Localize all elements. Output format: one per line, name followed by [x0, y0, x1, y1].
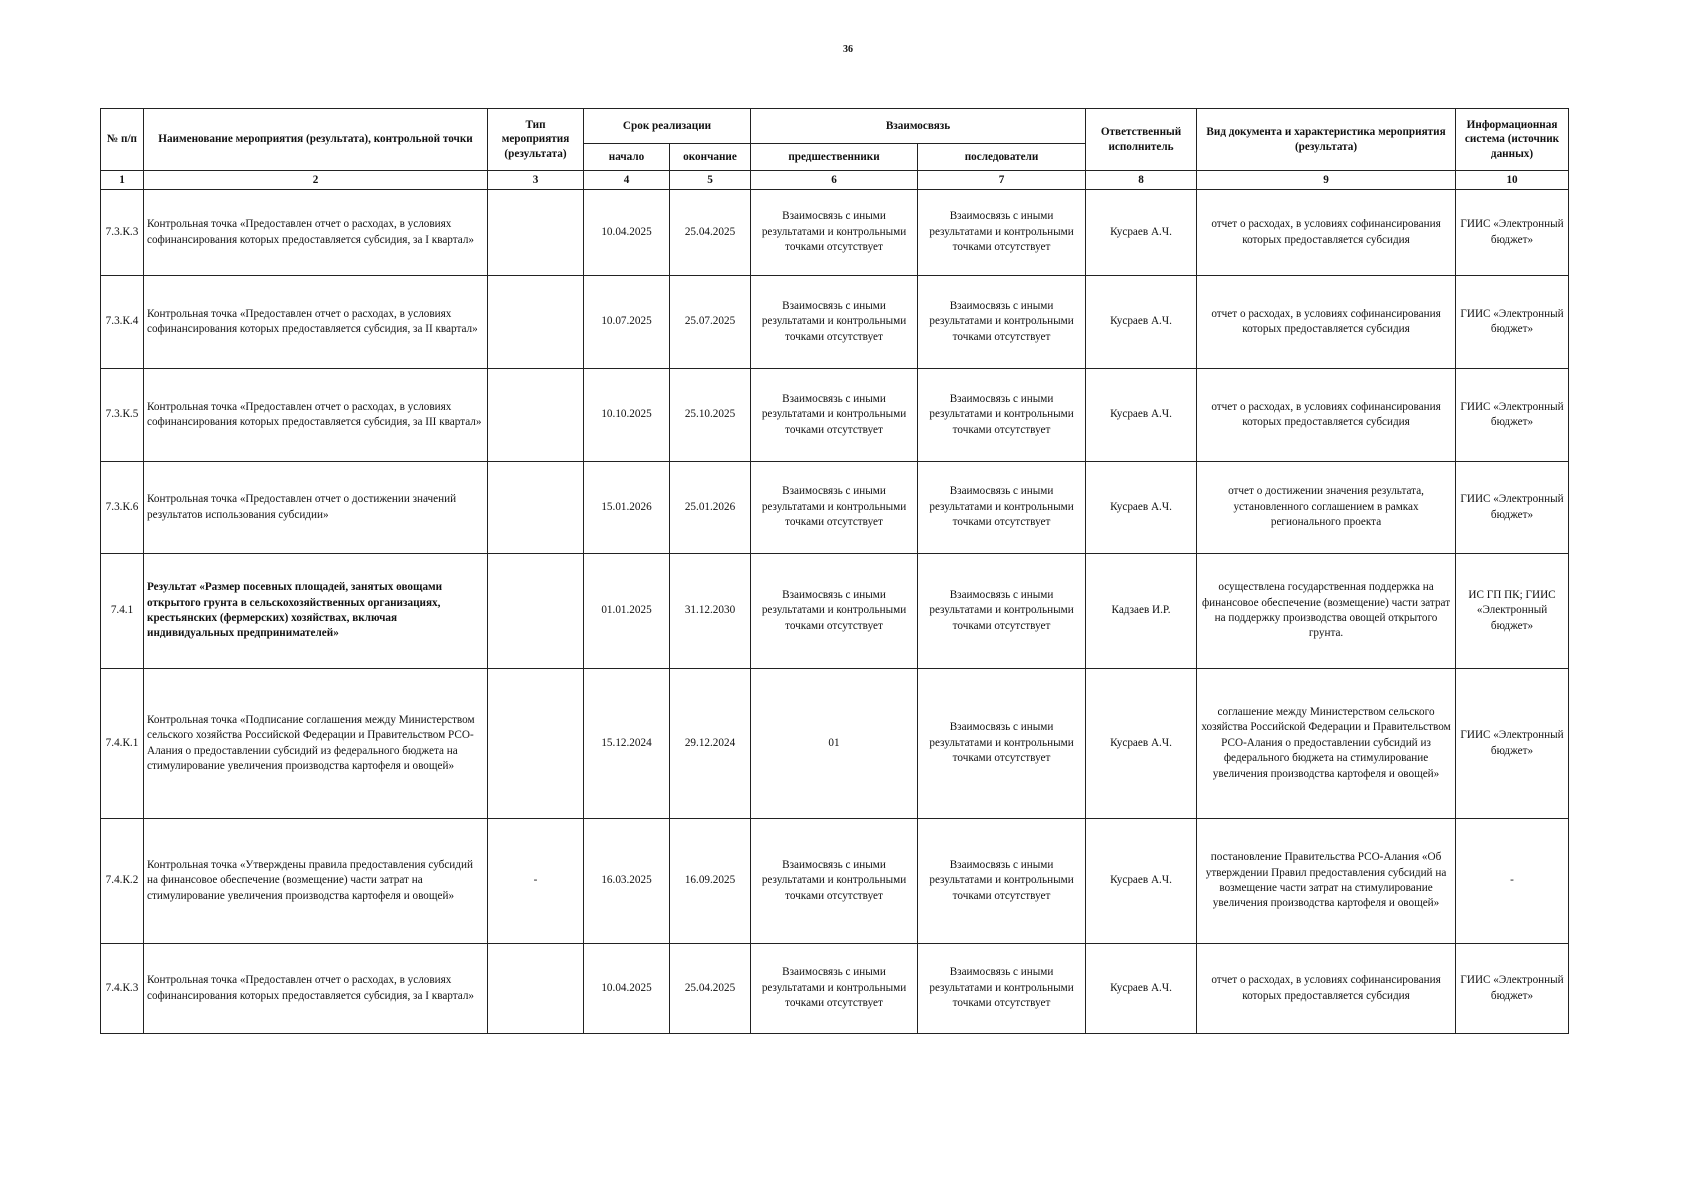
row-predecessors: Взаимосвязь с иными результатами и контрольными точками отсутствует [751, 554, 918, 669]
row-name: Контрольная точка «Предоставлен отчет о расходах, в условиях софинансирования которых предоставляется субсидия, за I квартал» [144, 944, 488, 1034]
row-responsible: Кусраев А.Ч. [1086, 462, 1197, 554]
column-number: 2 [144, 171, 488, 190]
row-type [488, 190, 584, 276]
row-successors: Взаимосвязь с иными результатами и контрольными точками отсутствует [918, 462, 1086, 554]
row-responsible: Кусраев А.Ч. [1086, 276, 1197, 369]
row-end: 25.01.2026 [670, 462, 751, 554]
row-end: 25.04.2025 [670, 944, 751, 1034]
table-row [101, 369, 1569, 462]
row-document: отчет о расходах, в условиях софинансирования которых предоставляется субсидия [1197, 369, 1456, 462]
header-name: Наименование мероприятия (результата), контрольной точки [144, 109, 488, 171]
row-successors: Взаимосвязь с иными результатами и контрольными точками отсутствует [918, 190, 1086, 276]
row-start: 01.01.2025 [584, 554, 670, 669]
row-name: Контрольная точка «Подписание соглашения между Министерством сельского хозяйства Российской Федерации и Правительством РСО-Алания о предоставлении субсидий из федерального бюджета на стимулирование увеличения производства картофеля и овощей» [144, 669, 488, 819]
row-document: осуществлена государственная поддержка на финансовое обеспечение (возмещение) части затрат на поддержку производства овощей открытого грунта. [1197, 554, 1456, 669]
table-row [101, 819, 1569, 944]
column-number: 9 [1197, 171, 1456, 190]
row-start: 16.03.2025 [584, 819, 670, 944]
row-predecessors: Взаимосвязь с иными результатами и контрольными точками отсутствует [751, 190, 918, 276]
table-row [101, 190, 1569, 276]
column-number: 5 [670, 171, 751, 190]
row-end: 16.09.2025 [670, 819, 751, 944]
row-info-system: ГИИС «Электронный бюджет» [1456, 462, 1569, 554]
row-info-system: ГИИС «Электронный бюджет» [1456, 190, 1569, 276]
table-row [101, 554, 1569, 669]
row-type: - [488, 819, 584, 944]
row-number: 7.4.К.1 [101, 669, 144, 819]
row-predecessors: Взаимосвязь с иными результатами и контрольными точками отсутствует [751, 369, 918, 462]
row-type [488, 669, 584, 819]
header-info-system: Информационная система (источник данных) [1456, 109, 1569, 171]
row-info-system: ГИИС «Электронный бюджет» [1456, 276, 1569, 369]
row-number: 7.4.К.3 [101, 944, 144, 1034]
column-number: 8 [1086, 171, 1197, 190]
row-end: 25.10.2025 [670, 369, 751, 462]
row-document: отчет о расходах, в условиях софинансирования которых предоставляется субсидия [1197, 190, 1456, 276]
row-info-system: ГИИС «Электронный бюджет» [1456, 669, 1569, 819]
header-predecessors: предшественники [751, 144, 918, 171]
row-successors: Взаимосвязь с иными результатами и контрольными точками отсутствует [918, 276, 1086, 369]
row-number: 7.4.1 [101, 554, 144, 669]
row-info-system: ГИИС «Электронный бюджет» [1456, 369, 1569, 462]
row-end: 31.12.2030 [670, 554, 751, 669]
row-start: 10.04.2025 [584, 190, 670, 276]
row-predecessors: Взаимосвязь с иными результатами и контрольными точками отсутствует [751, 944, 918, 1034]
column-number: 7 [918, 171, 1086, 190]
row-start: 15.01.2026 [584, 462, 670, 554]
row-start: 10.04.2025 [584, 944, 670, 1034]
row-start: 10.07.2025 [584, 276, 670, 369]
header-end: окончание [670, 144, 751, 171]
row-start: 10.10.2025 [584, 369, 670, 462]
row-predecessors: Взаимосвязь с иными результатами и контрольными точками отсутствует [751, 819, 918, 944]
row-document: отчет о расходах, в условиях софинансирования которых предоставляется субсидия [1197, 944, 1456, 1034]
row-name: Контрольная точка «Предоставлен отчет о расходах, в условиях софинансирования которых предоставляется субсидия, за II квартал» [144, 276, 488, 369]
row-type [488, 369, 584, 462]
table-row [101, 669, 1569, 819]
page-number: 36 [843, 44, 853, 55]
column-number: 6 [751, 171, 918, 190]
row-number: 7.4.К.2 [101, 819, 144, 944]
header-type: Тип мероприятия (результата) [488, 109, 584, 171]
row-document: отчет о расходах, в условиях софинансирования которых предоставляется субсидия [1197, 276, 1456, 369]
row-responsible: Кусраев А.Ч. [1086, 369, 1197, 462]
row-info-system: - [1456, 819, 1569, 944]
row-responsible: Кусраев А.Ч. [1086, 944, 1197, 1034]
row-name: Контрольная точка «Утверждены правила предоставления субсидий на финансовое обеспечение (возмещение) части затрат на стимулирование увеличения производства картофеля и овощей» [144, 819, 488, 944]
header-start: начало [584, 144, 670, 171]
row-type [488, 554, 584, 669]
row-responsible: Кусраев А.Ч. [1086, 669, 1197, 819]
row-info-system: ИС ГП ПК; ГИИС «Электронный бюджет» [1456, 554, 1569, 669]
row-number: 7.3.К.3 [101, 190, 144, 276]
row-number: 7.3.К.4 [101, 276, 144, 369]
row-successors: Взаимосвязь с иными результатами и контрольными точками отсутствует [918, 819, 1086, 944]
row-document: постановление Правительства РСО-Алания «Об утверждении Правил предоставления субсидий на возмещение части затрат на стимулирование увеличения производства картофеля и овощей» [1197, 819, 1456, 944]
row-responsible: Кадзаев И.Р. [1086, 554, 1197, 669]
row-name: Контрольная точка «Предоставлен отчет о расходах, в условиях софинансирования которых предоставляется субсидия, за III квартал» [144, 369, 488, 462]
column-number: 10 [1456, 171, 1569, 190]
row-predecessors: Взаимосвязь с иными результатами и контрольными точками отсутствует [751, 276, 918, 369]
header-document: Вид документа и характеристика мероприятия (результата) [1197, 109, 1456, 171]
row-responsible: Кусраев А.Ч. [1086, 190, 1197, 276]
row-type [488, 462, 584, 554]
row-name: Контрольная точка «Предоставлен отчет о достижении значений результатов использования субсидии» [144, 462, 488, 554]
row-start: 15.12.2024 [584, 669, 670, 819]
row-end: 25.07.2025 [670, 276, 751, 369]
row-successors: Взаимосвязь с иными результатами и контрольными точками отсутствует [918, 369, 1086, 462]
column-number-row [101, 171, 1569, 190]
table-row [101, 276, 1569, 369]
plan-table [100, 108, 1569, 1034]
row-document: соглашение между Министерством сельского хозяйства Российской Федерации и Правительством РСО-Алания о предоставлении субсидий из федерального бюджета на стимулирование увеличения производства картофеля и овощей» [1197, 669, 1456, 819]
row-name: Результат «Размер посевных площадей, занятых овощами открытого грунта в сельскохозяйственных организациях, крестьянских (фермерских) хозяйствах, включая индивидуальных предпринимателей» [144, 554, 488, 669]
row-predecessors: Взаимосвязь с иными результатами и контрольными точками отсутствует [751, 462, 918, 554]
row-successors: Взаимосвязь с иными результатами и контрольными точками отсутствует [918, 944, 1086, 1034]
row-successors: Взаимосвязь с иными результатами и контрольными точками отсутствует [918, 554, 1086, 669]
row-end: 25.04.2025 [670, 190, 751, 276]
row-successors: Взаимосвязь с иными результатами и контрольными точками отсутствует [918, 669, 1086, 819]
row-type [488, 944, 584, 1034]
row-type [488, 276, 584, 369]
row-end: 29.12.2024 [670, 669, 751, 819]
row-document: отчет о достижении значения результата, установленного соглашением в рамках регионального проекта [1197, 462, 1456, 554]
header-responsible: Ответственный исполнитель [1086, 109, 1197, 171]
table-row [101, 462, 1569, 554]
column-number: 4 [584, 171, 670, 190]
column-number: 1 [101, 171, 144, 190]
header-period: Срок реализации [584, 109, 751, 144]
row-number: 7.3.К.6 [101, 462, 144, 554]
row-info-system: ГИИС «Электронный бюджет» [1456, 944, 1569, 1034]
header-num: № п/п [101, 109, 144, 171]
header-row [101, 109, 1569, 144]
row-name: Контрольная точка «Предоставлен отчет о расходах, в условиях софинансирования которых предоставляется субсидия, за I квартал» [144, 190, 488, 276]
header-relation: Взаимосвязь [751, 109, 1086, 144]
header-successors: последователи [918, 144, 1086, 171]
row-number: 7.3.К.5 [101, 369, 144, 462]
row-predecessors: 01 [751, 669, 918, 819]
row-responsible: Кусраев А.Ч. [1086, 819, 1197, 944]
column-number: 3 [488, 171, 584, 190]
table-row [101, 944, 1569, 1034]
